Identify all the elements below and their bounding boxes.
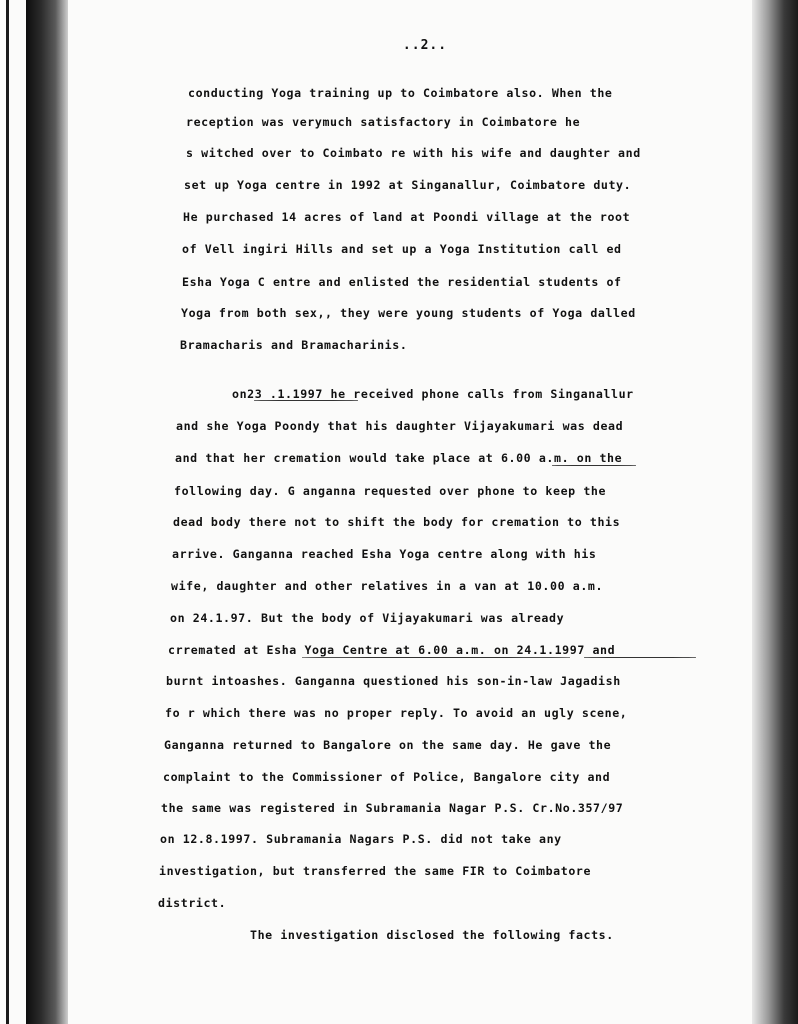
- pen-underline: [254, 400, 358, 401]
- text-line: the same was registered in Subramania Nagar P.S. Cr.No.357/97: [161, 801, 624, 815]
- text-line: district.: [158, 896, 227, 910]
- text-line: s witched over to Coimbato re with his wife and daughter and: [186, 146, 641, 160]
- text-line: complaint to the Commissioner of Police, Bangalore city and: [163, 770, 611, 784]
- text-line: and that her cremation would take place at 6.00 a.m. on the: [175, 451, 623, 465]
- text-line: and she Yoga Poondy that his daughter Vijayakumari was dead: [176, 419, 624, 433]
- text-line: fo r which there was no proper reply. To avoid an ugly scene,: [165, 706, 628, 720]
- text-line: conducting Yoga training up to Coimbatore also. When the: [188, 86, 613, 100]
- text-line: of Vell ingiri Hills and set up a Yoga Institution call ed: [182, 242, 622, 256]
- text-line: reception was verymuch satisfactory in Coimbatore he: [186, 115, 581, 129]
- text-line: He purchased 14 acres of land at Poondi village at the root: [183, 210, 631, 224]
- pen-underline: [584, 657, 696, 658]
- text-line: burnt intoashes. Ganganna questioned his son-in-law Jagadish: [166, 674, 621, 688]
- pen-underline: [302, 657, 570, 658]
- text-line: on 12.8.1997. Subramania Nagars P.S. did not take any: [160, 832, 562, 846]
- text-line: crremated at Esha Yoga Centre at 6.00 a.m. on 24.1.1997 and: [168, 643, 616, 657]
- text-line: following day. G anganna requested over phone to keep the: [174, 484, 607, 498]
- text-line: investigation, but transferred the same FIR to Coimbatore: [159, 864, 592, 878]
- scan-shadow-left: [26, 0, 68, 1024]
- scan-edge-line: [6, 0, 9, 1024]
- text-line: on23 .1.1997 he received phone calls from Singanallur: [232, 387, 634, 401]
- pen-underline: [552, 465, 636, 466]
- text-line: arrive. Ganganna reached Esha Yoga centre along with his: [172, 547, 597, 561]
- text-line: Ganganna returned to Bangalore on the same day. He gave the: [164, 738, 612, 752]
- text-line: Yoga from both sex,, they were young students of Yoga dalled: [181, 306, 636, 320]
- text-line: set up Yoga centre in 1992 at Singanallur, Coimbatore duty.: [184, 178, 632, 192]
- text-line: on 24.1.97. But the body of Vijayakumari was already: [170, 611, 565, 625]
- scan-shadow-right: [752, 0, 798, 1024]
- text-line: Esha Yoga C entre and enlisted the residential students of: [182, 275, 622, 289]
- text-line: The investigation disclosed the following facts.: [250, 928, 614, 942]
- text-line: dead body there not to shift the body for cremation to this: [173, 515, 621, 529]
- page-number: ..2..: [402, 38, 448, 53]
- text-line: Bramacharis and Bramacharinis.: [180, 338, 408, 352]
- text-line: wife, daughter and other relatives in a van at 10.00 a.m.: [171, 579, 604, 593]
